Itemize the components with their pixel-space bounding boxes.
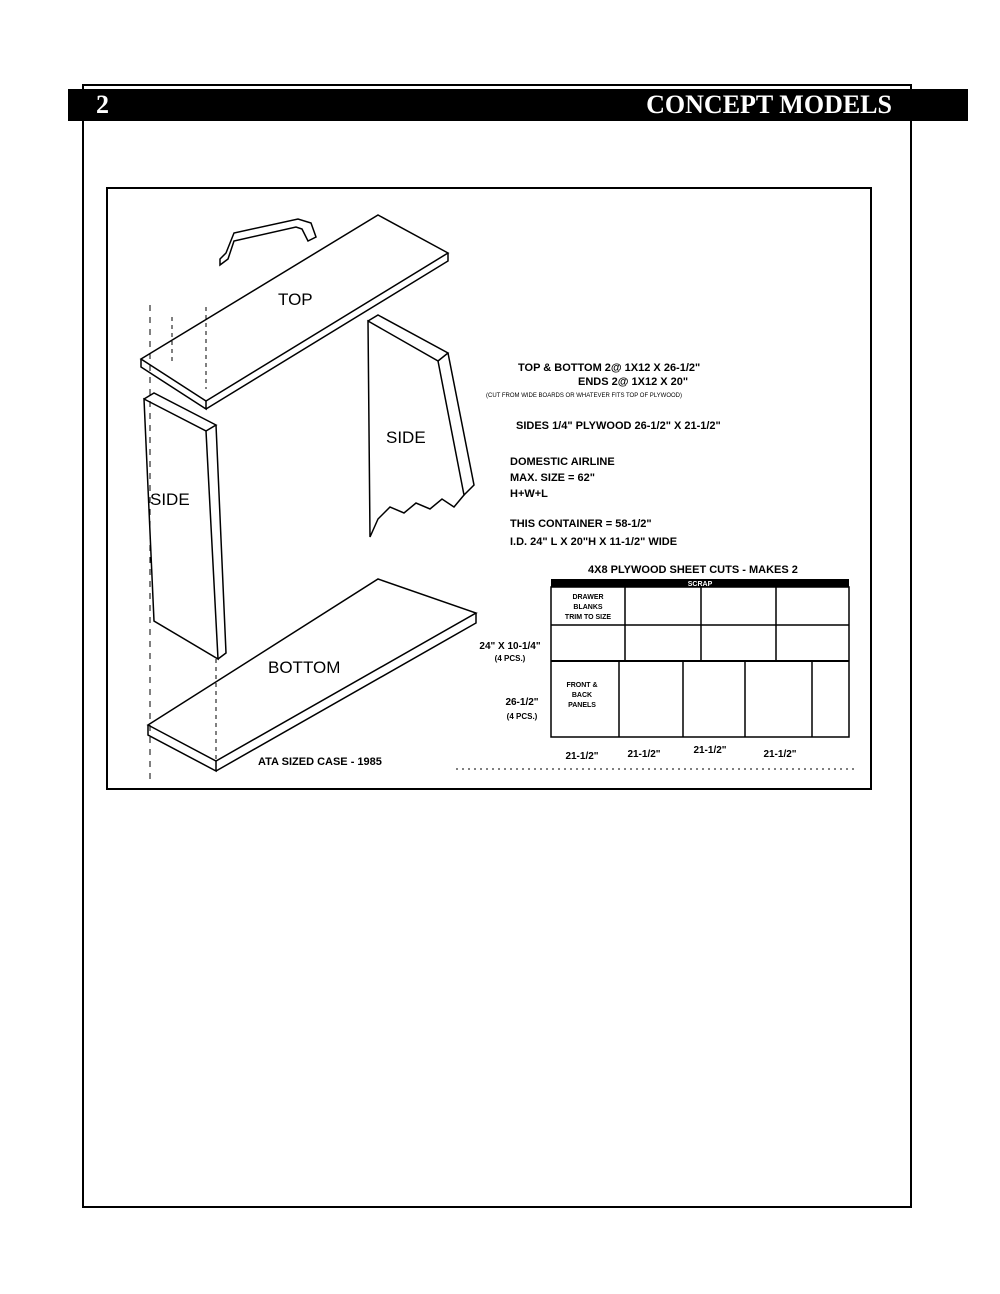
left-side-panel [144, 399, 218, 659]
drawer-label-line: TRIM TO SIZE [564, 614, 612, 621]
spec-note: (CUT FROM WIDE BOARDS OR WHATEVER FITS TOP OF PLYWOOD) [486, 393, 683, 399]
figure-caption: ATA SIZED CASE - 1985 [258, 756, 382, 768]
column-dimension: 21-1/2" [763, 749, 797, 760]
spec-line: TOP & BOTTOM 2@ 1X12 X 26-1/2" [518, 362, 701, 374]
column-dimension: 21-1/2" [565, 751, 599, 762]
handle-icon [220, 219, 316, 265]
label-side-left: SIDE [150, 490, 190, 509]
panel-label-line: PANELS [568, 702, 596, 709]
label-bottom: BOTTOM [268, 658, 341, 677]
spec-line: MAX. SIZE = 62" [510, 472, 595, 484]
right-side-panel-edge [448, 353, 474, 495]
panel-label-line: FRONT & [566, 682, 598, 689]
page-number: 2 [96, 90, 109, 119]
left-side-panel-top [144, 393, 216, 431]
spec-line: SIDES 1/4" PLYWOOD 26-1/2" X 21-1/2" [516, 420, 721, 432]
drawer-label-line: DRAWER [572, 594, 604, 601]
bottom-board-edge [148, 725, 216, 771]
top-board-edge [141, 359, 206, 409]
spec-line: I.D. 24" L X 20"H X 11-1/2" WIDE [510, 536, 678, 548]
row-dimension-note: (4 PCS.) [494, 654, 526, 663]
case-diagram-figure [106, 187, 872, 790]
top-board-front [206, 253, 448, 409]
drawer-label-line: BLANKS [573, 604, 603, 611]
spec-line: DOMESTIC AIRLINE [510, 456, 615, 468]
scrap-label: SCRAP [687, 581, 713, 588]
column-dimension: 21-1/2" [627, 749, 661, 760]
label-top: TOP [278, 290, 313, 309]
label-side-right: SIDE [386, 428, 426, 447]
spec-line: ENDS 2@ 1X12 X 20" [578, 376, 689, 388]
case-diagram [108, 189, 872, 790]
cut-sheet-title: 4X8 PLYWOOD SHEET CUTS - MAKES 2 [588, 564, 798, 576]
row-dimension: 24" X 10-1/4" [479, 641, 541, 652]
row-dimension-note: (4 PCS.) [506, 712, 538, 721]
bottom-board-front [216, 613, 476, 771]
header-bar [68, 89, 968, 121]
column-dimension: 21-1/2" [693, 745, 727, 756]
right-side-panel-top [368, 315, 448, 361]
spec-line: H+W+L [510, 488, 548, 500]
page-title: CONCEPT MODELS [646, 90, 892, 119]
panel-label-line: BACK [571, 692, 593, 699]
row-dimension: 26-1/2" [505, 697, 539, 708]
left-side-panel-edge [216, 425, 226, 659]
spec-line: THIS CONTAINER = 58-1/2" [510, 518, 652, 530]
